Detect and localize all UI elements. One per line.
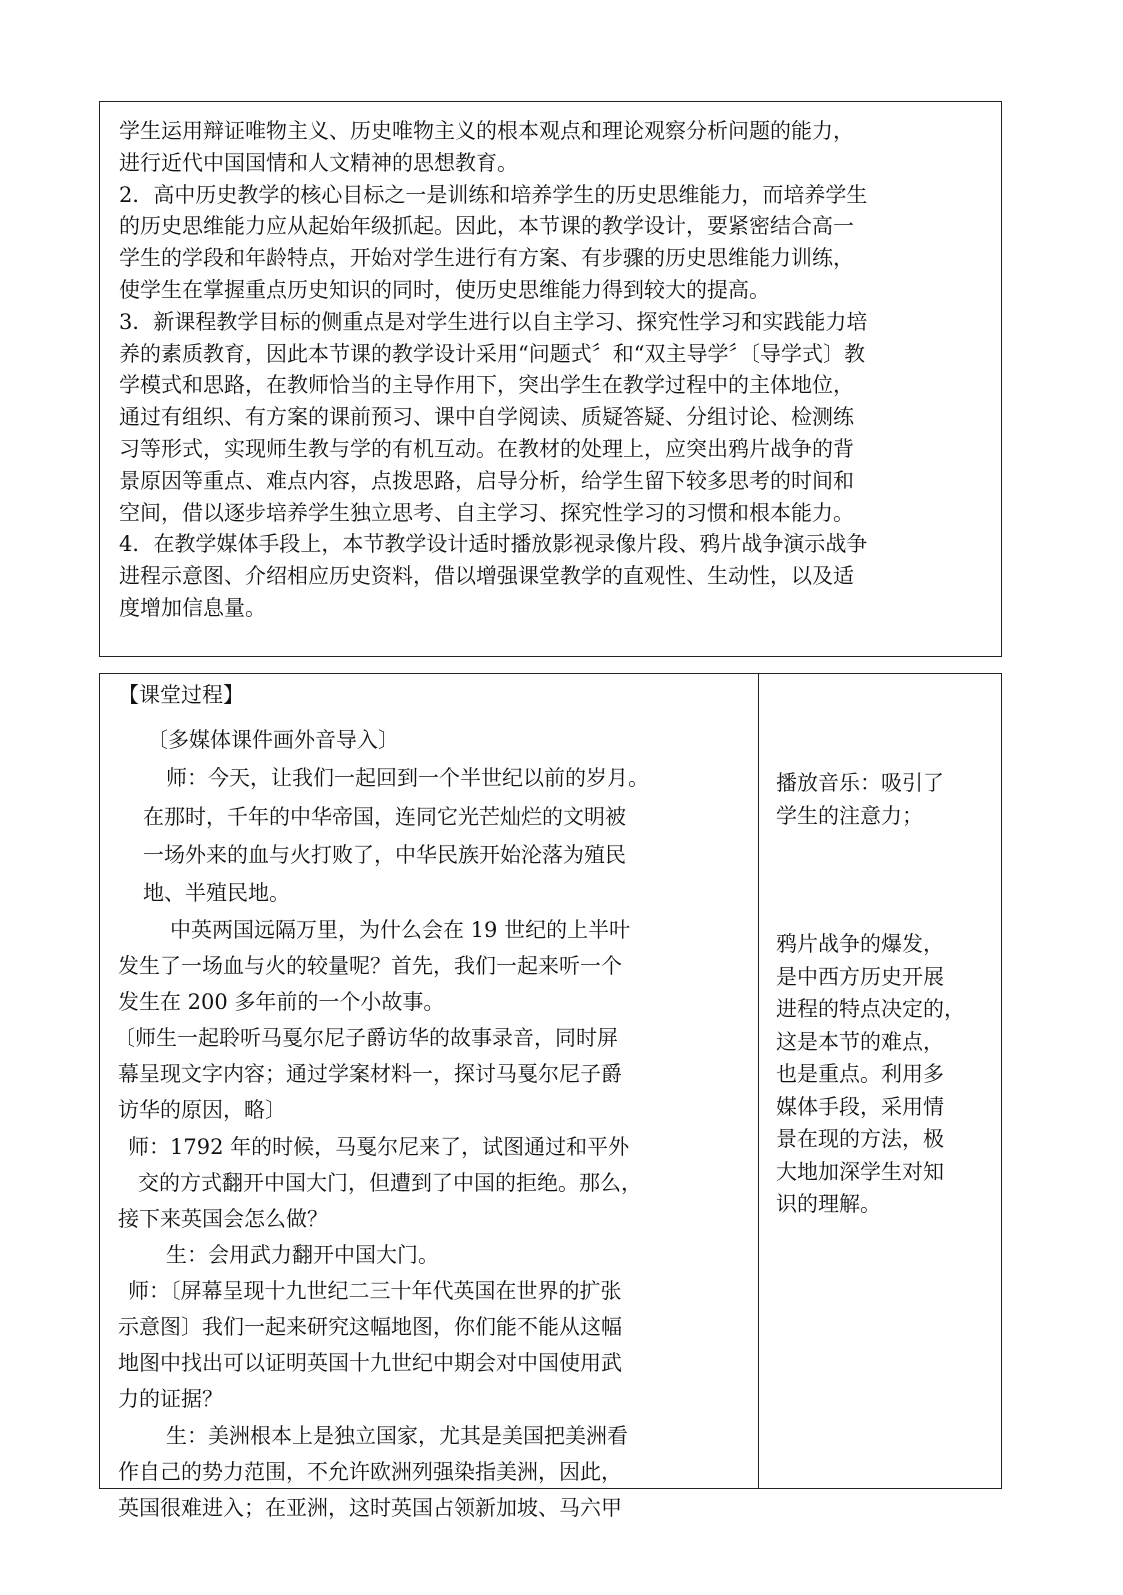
note-line: 鸦片战争的爆发，: [776, 932, 944, 956]
text-line: 3．新课程教学目标的侧重点是对学生进行以自主学习、探究性学习和实践能力培: [119, 309, 868, 334]
process-line: 发生在 200 多年前的一个小故事。: [118, 990, 445, 1014]
class-process-table: [99, 673, 1002, 1520]
section-heading: 【课堂过程】: [118, 683, 244, 707]
note-line: 也是重点。利用多: [776, 1062, 944, 1086]
process-line: 生：美洲根本上是独立国家，尤其是美国把美洲看: [166, 1424, 628, 1448]
process-line: 中英两国远隔万里，为什么会在 19 世纪的上半叶: [170, 918, 631, 942]
process-line: 接下来英国会怎么做？: [118, 1207, 328, 1231]
process-line: 访华的原因，略〕: [118, 1098, 286, 1122]
text-line: 养的素质教育，因此本节课的教学设计采用“问题式〞和“双主导学〞〔导学式〕教: [119, 341, 865, 366]
process-line: 在那时，千年的中华帝国，连同它光芒灿烂的文明被: [143, 805, 626, 829]
process-line: 师：1792 年的时候，马戛尔尼来了，试图通过和平外: [128, 1135, 630, 1159]
text-line: 的历史思维能力应从起始年级抓起。因此，本节课的教学设计，要紧密结合高一: [119, 214, 854, 239]
note-line: 景在现的方法，极: [776, 1127, 944, 1151]
process-line: 英国很难进入；在亚洲，这时英国占领新加坡、马六甲: [118, 1496, 622, 1520]
process-line: 发生了一场血与火的较量呢？首先，我们一起来听一个: [118, 954, 622, 978]
teaching-goals-box: [99, 101, 1002, 657]
text-line: 2．高中历史教学的核心目标之一是训练和培养学生的历史思维能力，而培养学生: [119, 182, 868, 207]
process-line: 〔师生一起聆听马戛尔尼子爵访华的故事录音，同时屏: [114, 1026, 618, 1050]
text-line: 空间，借以逐步培养学生独立思考、自主学习、探究性学习的习惯和根本能力。: [119, 500, 854, 525]
text-line: 使学生在掌握重点历史知识的同时，使历史思维能力得到较大的提高。: [119, 277, 770, 302]
text-line: 学生运用辩证唯物主义、历史唯物主义的根本观点和理论观察分析问题的能力，: [119, 119, 854, 143]
process-line: 作自己的势力范围，不允许欧洲列强染指美洲，因此，: [118, 1460, 622, 1484]
teaching-note-difficulty: [776, 928, 996, 1221]
note-line: 进程的特点决定的，: [776, 997, 965, 1021]
process-line: 地图中找出可以证明英国十九世纪中期会对中国使用武: [118, 1351, 622, 1375]
text-line: 进程示意图、介绍相应历史资料，借以增强课堂教学的直观性、生动性，以及适: [119, 564, 854, 589]
column-divider: [758, 674, 759, 1488]
text-line: 学模式和思路，在教师恰当的主导作用下，突出学生在教学过程中的主体地位，: [119, 373, 854, 398]
process-line: 交的方式翻开中国大门，但遭到了中国的拒绝。那么，: [138, 1171, 642, 1195]
text-line: 通过有组织、有方案的课前预习、课中自学阅读、质疑答疑、分组讨论、检测练: [119, 405, 854, 430]
text-line: 4．在教学媒体手段上，本节教学设计适时播放影视录像片段、鸦片战争演示战争: [119, 532, 868, 557]
process-line: 〔多媒体课件画外音导入〕: [147, 728, 399, 752]
note-line: 播放音乐：吸引了: [776, 771, 944, 795]
process-line: 师：〔屏幕呈现十九世纪二三十年代英国在世界的扩张: [128, 1279, 622, 1303]
teaching-note-music: [776, 767, 996, 832]
note-line: 这是本节的难点，: [776, 1029, 944, 1054]
note-line: 识的理解。: [776, 1192, 881, 1216]
process-line: 幕呈现文字内容；通过学案材料一，探讨马戛尔尼子爵: [118, 1062, 622, 1086]
process-line: 生：会用武力翻开中国大门。: [166, 1243, 439, 1267]
text-line: 度增加信息量。: [119, 595, 266, 620]
text-line: 习等形式，实现师生教与学的有机互动。在教材的处理上，应突出鸦片战争的背: [119, 436, 854, 461]
note-line: 是中西方历史开展: [776, 964, 944, 989]
process-line: 师：今天，让我们一起回到一个半世纪以前的岁月。: [166, 766, 649, 790]
note-line: 大地加深学生对知: [776, 1159, 944, 1184]
note-line: 媒体手段，采用情: [776, 1094, 944, 1119]
process-line: 示意图〕我们一起来研究这幅地图，你们能不能从这幅: [118, 1315, 622, 1339]
note-line: 学生的注意力；: [776, 803, 923, 828]
process-line: 地、半殖民地。: [143, 881, 290, 905]
text-line: 进行近代中国国情和人文精神的思想教育。: [119, 150, 518, 175]
process-line: 力的证据？: [118, 1387, 223, 1411]
teaching-goals-text: [119, 116, 999, 625]
process-line: 一场外来的血与火打败了，中华民族开始沦落为殖民: [143, 843, 626, 867]
text-line: 景原因等重点、难点内容，点拨思路，启导分析，给学生留下较多思考的时间和: [119, 468, 854, 493]
text-line: 学生的学段和年龄特点，开始对学生进行有方案、有步骤的历史思维能力训练，: [119, 246, 854, 271]
